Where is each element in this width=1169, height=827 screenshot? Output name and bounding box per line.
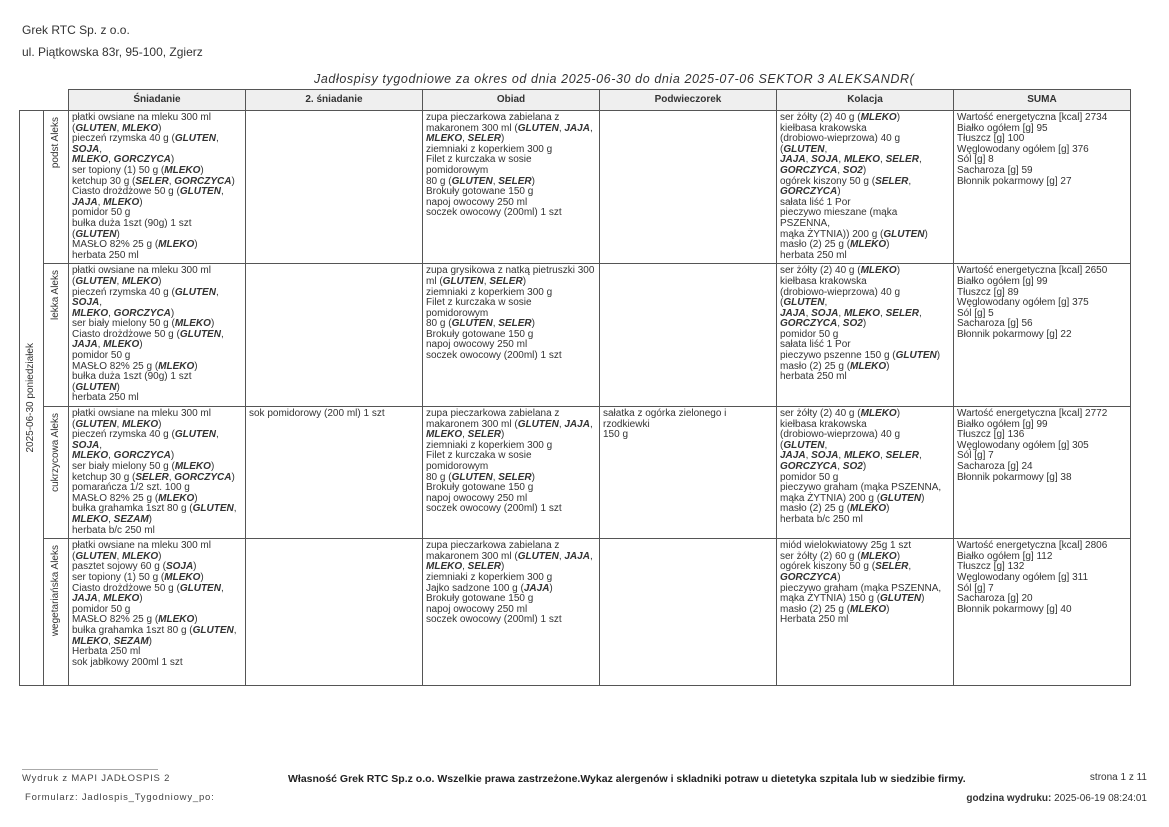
nutrition-line: Sacharoza [g] 20 bbox=[957, 593, 1033, 605]
diet-label: podst Aleks bbox=[49, 117, 61, 169]
cell-suma bbox=[954, 539, 1131, 686]
cell-kolacja bbox=[777, 539, 954, 686]
header-obiad: Obiad bbox=[423, 90, 600, 111]
cell-suma bbox=[954, 407, 1131, 539]
menu-line: sok jabłkowy 200ml 1 szt bbox=[72, 656, 183, 668]
menu-line: zupa pieczarkowa zabielana z bbox=[426, 112, 560, 123]
menu-line: MLEKO, GORCZYCA) bbox=[72, 450, 175, 462]
menu-line: bułka duża 1szt (90g) 1 szt (GLUTEN) bbox=[72, 371, 192, 393]
menu-line: ser żółty (2) 40 g (MLEKO) bbox=[780, 265, 901, 277]
menu-line: soczek owocowy (200ml) 1 szt bbox=[426, 350, 562, 362]
cell-drugie-sniadanie bbox=[246, 539, 423, 686]
footer-copyright: Własność Grek RTC Sp.z o.o. Wszelkie prawa zastrzeżone.Wykaz alergenów i skladniki potraw u dietetyka szpitala lub w siedzibie firmy. bbox=[288, 773, 966, 785]
menu-line: JAJA, SOJA, MLEKO, SELER, bbox=[780, 154, 922, 166]
menu-line: bułka grahamka 1szt 80 g (GLUTEN, bbox=[72, 624, 237, 636]
menu-line: sok pomidorowy (200 ml) 1 szt bbox=[249, 408, 385, 420]
menu-line: ser biały mielony 50 g (MLEKO) bbox=[72, 318, 215, 330]
menu-line: MASŁO 82% 25 g (MLEKO) bbox=[72, 360, 198, 372]
menu-line: kiełbasa krakowska bbox=[780, 275, 867, 287]
menu-line: 80 g (GLUTEN, SELER) bbox=[426, 175, 535, 187]
print-time-value: 2025-06-19 08:24:01 bbox=[1054, 793, 1147, 804]
menu-line: ziemniaki z koperkiem 300 g bbox=[426, 439, 553, 451]
menu-line: płatki owsiane na mleku 300 ml bbox=[72, 112, 211, 123]
menu-line: JAJA, MLEKO) bbox=[72, 593, 143, 605]
menu-line: kiełbasa krakowska bbox=[780, 418, 867, 430]
table-row bbox=[20, 111, 1131, 264]
menu-line: soczek owocowy (200ml) 1 szt bbox=[426, 503, 562, 515]
cell-drugie-sniadanie bbox=[246, 407, 423, 539]
menu-line: soczek owocowy (200ml) 1 szt bbox=[426, 207, 562, 219]
menu-line: pieczywo mieszane (mąka PSZENNA, bbox=[780, 207, 898, 229]
nutrition-line: Tłuszcz [g] 132 bbox=[957, 561, 1025, 573]
menu-line: mąka ŻYTNIA) 200 g (GLUTEN) bbox=[780, 492, 925, 504]
menu-line: makaronem 300 ml (GLUTEN, JAJA, bbox=[426, 550, 593, 562]
menu-line: bułka grahamka 1szt 80 g (GLUTEN, bbox=[72, 503, 237, 515]
nutrition-line: Wartość energetyczna [kcal] 2650 bbox=[957, 265, 1108, 277]
menu-line: pieczywo graham (mąka PSZENNA, bbox=[780, 482, 942, 494]
print-time-label: godzina wydruku: bbox=[966, 793, 1052, 804]
nutrition-line: Tłuszcz [g] 136 bbox=[957, 429, 1025, 441]
nutrition-line: Wartość energetyczna [kcal] 2806 bbox=[957, 540, 1108, 552]
menu-line: pomidor 50 g bbox=[780, 328, 839, 340]
nutrition-line: Wartość energetyczna [kcal] 2734 bbox=[957, 112, 1108, 123]
menu-line: masło (2) 25 g (MLEKO) bbox=[780, 239, 890, 251]
menu-line: ser topiony (1) 50 g (MLEKO) bbox=[72, 164, 204, 176]
header-kolacja: Kolacja bbox=[777, 90, 954, 111]
nutrition-line: Błonnik pokarmowy [g] 38 bbox=[957, 471, 1072, 483]
cell-kolacja bbox=[777, 264, 954, 407]
diet-cell bbox=[44, 539, 69, 686]
day-label: 2025-06-30 poniedziałek bbox=[25, 343, 37, 453]
menu-line: pomidor 50 g bbox=[72, 350, 131, 362]
menu-line: mąka ŻYTNIA) 150 g (GLUTEN) bbox=[780, 593, 925, 605]
diet-cell bbox=[44, 407, 69, 539]
menu-line: Filet z kurczaka w sosie pomidorowym bbox=[426, 154, 532, 176]
menu-line: masło (2) 25 g (MLEKO) bbox=[780, 503, 890, 515]
menu-line: sałatka z ogórka zielonego i rzodkiewki bbox=[603, 408, 727, 430]
menu-line: płatki owsiane na mleku 300 ml bbox=[72, 540, 211, 552]
diet-cell bbox=[44, 264, 69, 407]
menu-line: płatki owsiane na mleku 300 ml bbox=[72, 408, 211, 420]
menu-line: JAJA, MLEKO) bbox=[72, 196, 143, 208]
cell-sniadanie bbox=[69, 111, 246, 264]
nutrition-line: Tłuszcz [g] 100 bbox=[957, 133, 1025, 145]
cell-suma bbox=[954, 111, 1131, 264]
cell-kolacja bbox=[777, 111, 954, 264]
menu-line: masło (2) 25 g (MLEKO) bbox=[780, 603, 890, 615]
menu-line: MASŁO 82% 25 g (MLEKO) bbox=[72, 239, 198, 251]
cell-drugie-sniadanie bbox=[246, 264, 423, 407]
page-title: Jadłospisy tygodniowe za okres od dnia 2025-06-30 do dnia 2025-07-06 SEKTOR 3 ALEKSANDR( bbox=[314, 72, 915, 86]
menu-line: ketchup 30 g (SELER, GORCZYCA) bbox=[72, 471, 235, 483]
cell-podwieczorek bbox=[600, 407, 777, 539]
menu-line: mąka ŻYTNIA)) 200 g (GLUTEN) bbox=[780, 228, 928, 240]
menu-line: sałata liść 1 Por bbox=[780, 196, 851, 208]
cell-podwieczorek bbox=[600, 111, 777, 264]
menu-line: ketchup 30 g (SELER, GORCZYCA) bbox=[72, 175, 235, 187]
cell-sniadanie bbox=[69, 407, 246, 539]
nutrition-line: Węglowodany ogółem [g] 311 bbox=[957, 571, 1089, 583]
menu-table bbox=[19, 89, 1131, 686]
menu-line: JAJA, MLEKO) bbox=[72, 339, 143, 351]
nutrition-line: Sacharoza [g] 24 bbox=[957, 461, 1033, 472]
menu-line: ser żółty (2) 60 g (MLEKO) bbox=[780, 550, 901, 562]
menu-line: pomidor 50 g bbox=[72, 207, 131, 219]
menu-line: masło (2) 25 g (MLEKO) bbox=[780, 360, 890, 372]
nutrition-line: Wartość energetyczna [kcal] 2772 bbox=[957, 408, 1108, 420]
company-address: ul. Piątkowska 83r, 95-100, Zgierz bbox=[22, 45, 203, 59]
menu-line: herbata 250 ml bbox=[72, 249, 139, 261]
cell-podwieczorek bbox=[600, 264, 777, 407]
header-drugie-sniadanie: 2. śniadanie bbox=[246, 90, 423, 111]
menu-line: (GLUTEN, MLEKO) bbox=[72, 418, 162, 430]
menu-line: MLEKO, SEZAM) bbox=[72, 513, 153, 525]
menu-line: Ciasto drożdżowe 50 g (GLUTEN, bbox=[72, 582, 224, 594]
menu-line: 80 g (GLUTEN, SELER) bbox=[426, 318, 535, 330]
menu-line: herbata b/c 250 ml bbox=[780, 513, 863, 525]
header-podwieczorek: Podwieczorek bbox=[600, 90, 777, 111]
nutrition-line: Sacharoza [g] 59 bbox=[957, 164, 1033, 176]
menu-line: GORCZYCA) bbox=[780, 186, 841, 198]
menu-line: bułka duża 1szt (90g) 1 szt (GLUTEN) bbox=[72, 217, 192, 240]
footer-divider bbox=[22, 769, 158, 770]
header-blank-day bbox=[20, 90, 44, 111]
menu-line: Herbata 250 ml bbox=[72, 646, 141, 658]
menu-line: Brokuły gotowane 150 g bbox=[426, 593, 534, 605]
header-blank-diet bbox=[44, 90, 69, 111]
diet-label: cukrzycowa Aleks bbox=[49, 413, 61, 492]
menu-line: herbata 250 ml bbox=[72, 392, 139, 404]
cell-podwieczorek bbox=[600, 539, 777, 686]
diet-label: lekka Aleks bbox=[49, 270, 61, 321]
menu-line: 150 g bbox=[603, 429, 629, 441]
nutrition-line: Białko ogółem [g] 112 bbox=[957, 550, 1053, 562]
menu-line: 80 g (GLUTEN, SELER) bbox=[426, 471, 535, 483]
menu-line: makaronem 300 ml (GLUTEN, JAJA, bbox=[426, 122, 593, 134]
company-name: Grek RTC Sp. z o.o. bbox=[22, 23, 130, 37]
table-row bbox=[20, 407, 1131, 539]
menu-line: zupa grysikowa z natką pietruszki 300 bbox=[426, 265, 595, 277]
menu-line: napoj owocowy 250 ml bbox=[426, 196, 528, 208]
menu-line: MLEKO, GORCZYCA) bbox=[72, 154, 175, 166]
menu-line: (drobiowo-wieprzowa) 40 g (GLUTEN, bbox=[780, 133, 901, 155]
menu-line: MASŁO 82% 25 g (MLEKO) bbox=[72, 492, 198, 504]
menu-line: Herbata 250 ml bbox=[780, 614, 849, 626]
menu-line: Filet z kurczaka w sosie pomidorowym bbox=[426, 450, 532, 472]
nutrition-line: Węglowodany ogółem [g] 375 bbox=[957, 297, 1089, 309]
menu-line: zupa pieczarkowa zabielana z bbox=[426, 540, 560, 552]
menu-line: GORCZYCA, SO2) bbox=[780, 461, 867, 472]
menu-line: Brokuły gotowane 150 g bbox=[426, 328, 534, 340]
cell-obiad bbox=[423, 539, 600, 686]
menu-line: Brokuły gotowane 150 g bbox=[426, 482, 534, 494]
cell-kolacja bbox=[777, 407, 954, 539]
menu-line: MASŁO 82% 25 g (MLEKO) bbox=[72, 614, 198, 626]
diet-label: wegetariańska Aleks bbox=[49, 545, 61, 637]
footer-source: Wydruk z MAPI JADŁOSPIS 2 bbox=[22, 773, 171, 784]
nutrition-line: Białko ogółem [g] 99 bbox=[957, 418, 1048, 430]
menu-line: ogórek kiszony 50 g (SELER, bbox=[780, 561, 912, 573]
menu-line: (drobiowo-wieprzowa) 40 g (GLUTEN, bbox=[780, 429, 901, 451]
menu-line: GORCZYCA, SO2) bbox=[780, 164, 867, 176]
table-row bbox=[20, 539, 1131, 686]
menu-line: pieczeń rzymska 40 g (GLUTEN, SOJA, bbox=[72, 286, 219, 309]
menu-line: ser żółty (2) 40 g (MLEKO) bbox=[780, 112, 901, 123]
menu-line: herbata 250 ml bbox=[780, 249, 847, 261]
header-sniadanie: Śniadanie bbox=[69, 90, 246, 111]
menu-line: sałata liść 1 Por bbox=[780, 339, 851, 351]
header-suma: SUMA bbox=[954, 90, 1131, 111]
menu-line: pomidor 50 g bbox=[72, 603, 131, 615]
menu-line: napoj owocowy 250 ml bbox=[426, 603, 528, 615]
menu-line: ser topiony (1) 50 g (MLEKO) bbox=[72, 571, 204, 583]
menu-line: (GLUTEN, MLEKO) bbox=[72, 122, 162, 134]
menu-line: herbata 250 ml bbox=[780, 371, 847, 383]
menu-line: pomidor 50 g bbox=[780, 471, 839, 483]
footer-form: Formularz: Jadlospis_Tygodniowy_po: bbox=[25, 792, 215, 803]
cell-suma bbox=[954, 264, 1131, 407]
menu-line: GORCZYCA) bbox=[780, 571, 841, 583]
menu-line: zupa pieczarkowa zabielana z bbox=[426, 408, 560, 420]
menu-line: soczek owocowy (200ml) 1 szt bbox=[426, 614, 562, 626]
diet-cell bbox=[44, 111, 69, 264]
menu-line: (GLUTEN, MLEKO) bbox=[72, 550, 162, 562]
nutrition-line: Błonnik pokarmowy [g] 22 bbox=[957, 328, 1072, 340]
menu-line: pieczywo pszenne 150 g (GLUTEN) bbox=[780, 350, 941, 362]
menu-line: ziemniaki z koperkiem 300 g bbox=[426, 143, 553, 155]
nutrition-line: Sól [g] 5 bbox=[957, 307, 994, 319]
menu-line: makaronem 300 ml (GLUTEN, JAJA, bbox=[426, 418, 593, 430]
nutrition-line: Błonnik pokarmowy [g] 27 bbox=[957, 175, 1072, 187]
menu-line: ser żółty (2) 40 g (MLEKO) bbox=[780, 408, 901, 420]
menu-line: pasztet sojowy 60 g (SOJA) bbox=[72, 561, 197, 573]
menu-line: JAJA, SOJA, MLEKO, SELER, bbox=[780, 450, 922, 462]
cell-obiad bbox=[423, 111, 600, 264]
menu-line: Filet z kurczaka w sosie pomidorowym bbox=[426, 297, 532, 319]
menu-line: ziemniaki z koperkiem 300 g bbox=[426, 286, 553, 298]
menu-line: (GLUTEN, MLEKO) bbox=[72, 275, 162, 287]
nutrition-line: Białko ogółem [g] 99 bbox=[957, 275, 1048, 287]
nutrition-line: Sól [g] 7 bbox=[957, 450, 994, 462]
menu-line: MLEKO, SEZAM) bbox=[72, 635, 153, 647]
print-time bbox=[966, 793, 1147, 804]
cell-sniadanie bbox=[69, 539, 246, 686]
menu-line: miód wielokwiatowy 25g 1 szt bbox=[780, 540, 912, 552]
menu-line: ziemniaki z koperkiem 300 g bbox=[426, 571, 553, 583]
menu-line: napoj owocowy 250 ml bbox=[426, 492, 528, 504]
menu-line: (drobiowo-wieprzowa) 40 g (GLUTEN, bbox=[780, 286, 901, 309]
nutrition-line: Tłuszcz [g] 89 bbox=[957, 286, 1019, 298]
menu-line: GORCZYCA, SO2) bbox=[780, 318, 867, 330]
nutrition-line: Błonnik pokarmowy [g] 40 bbox=[957, 603, 1072, 615]
menu-line: MLEKO, GORCZYCA) bbox=[72, 307, 175, 319]
menu-line: pomarańcza 1/2 szt. 100 g bbox=[72, 482, 190, 494]
menu-line: Ciasto drożdżowe 50 g (GLUTEN, bbox=[72, 186, 224, 198]
menu-line: MLEKO, SELER) bbox=[426, 133, 505, 145]
menu-line: Jajko sadzone 100 g (JAJA) bbox=[426, 582, 553, 594]
menu-line: ser biały mielony 50 g (MLEKO) bbox=[72, 461, 215, 472]
menu-line: płatki owsiane na mleku 300 ml bbox=[72, 265, 211, 277]
menu-line: pieczeń rzymska 40 g (GLUTEN, SOJA, bbox=[72, 133, 219, 155]
nutrition-line: Białko ogółem [g] 95 bbox=[957, 122, 1048, 134]
page-number: strona 1 z 11 bbox=[1089, 772, 1147, 783]
nutrition-line: Węglowodany ogółem [g] 305 bbox=[957, 439, 1089, 451]
menu-line: Ciasto drożdżowe 50 g (GLUTEN, bbox=[72, 328, 224, 340]
menu-line: MLEKO, SELER) bbox=[426, 429, 505, 441]
menu-line: Brokuły gotowane 150 g bbox=[426, 186, 534, 198]
cell-sniadanie bbox=[69, 264, 246, 407]
table-header-row bbox=[20, 90, 1131, 111]
menu-line: MLEKO, SELER) bbox=[426, 561, 505, 573]
menu-line: ogórek kiszony 50 g (SELER, bbox=[780, 175, 912, 187]
menu-line: herbata b/c 250 ml bbox=[72, 524, 155, 536]
nutrition-line: Węglowodany ogółem [g] 376 bbox=[957, 143, 1089, 155]
cell-obiad bbox=[423, 407, 600, 539]
menu-line: napoj owocowy 250 ml bbox=[426, 339, 528, 351]
menu-line: JAJA, SOJA, MLEKO, SELER, bbox=[780, 307, 922, 319]
nutrition-line: Sacharoza [g] 56 bbox=[957, 318, 1033, 330]
cell-drugie-sniadanie bbox=[246, 111, 423, 264]
menu-line: pieczywo graham (mąka PSZENNA, bbox=[780, 582, 942, 594]
table-row bbox=[20, 264, 1131, 407]
menu-line: kiełbasa krakowska bbox=[780, 122, 867, 134]
menu-line: pieczeń rzymska 40 g (GLUTEN, SOJA, bbox=[72, 429, 219, 451]
nutrition-line: Sól [g] 7 bbox=[957, 582, 994, 594]
cell-obiad bbox=[423, 264, 600, 407]
day-cell bbox=[20, 111, 44, 686]
nutrition-line: Sól [g] 8 bbox=[957, 154, 994, 166]
menu-line: ml (GLUTEN, SELER) bbox=[426, 275, 527, 287]
